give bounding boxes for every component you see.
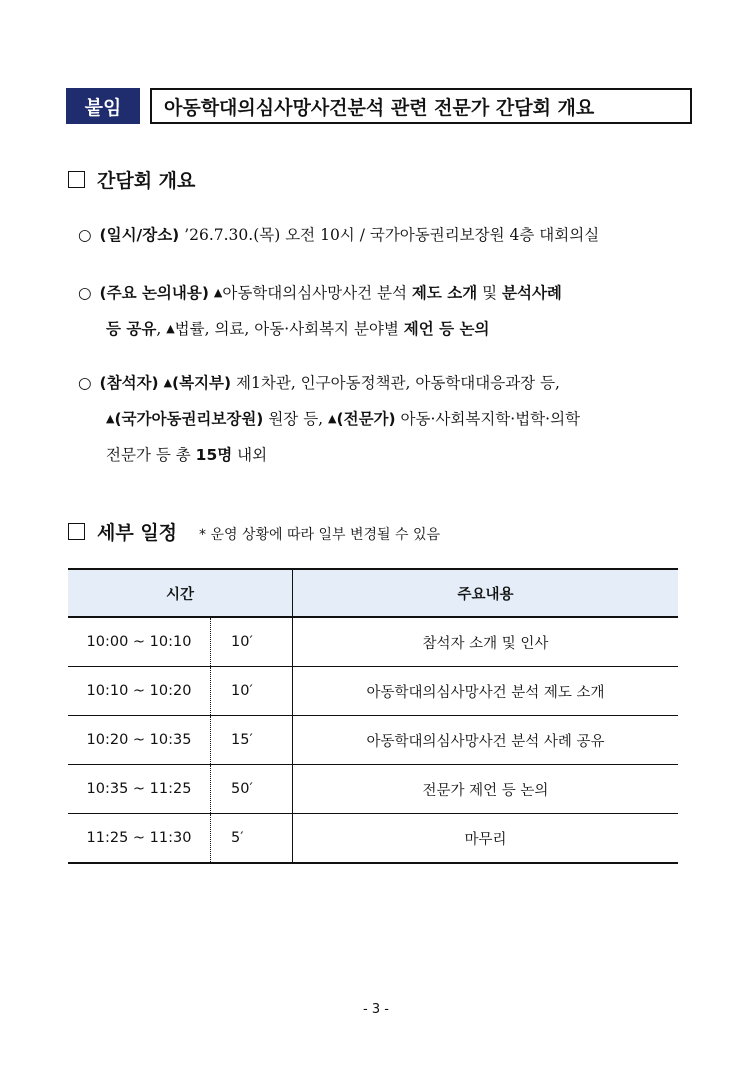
item-text: 아동학대의심사망사건 분석 [222, 284, 412, 302]
schedule-note: * 운영 상황에 따라 일부 변경될 수 있음 [199, 527, 441, 543]
time-cell: 11:25 ~ 11:30 [68, 814, 211, 864]
item-text: ’26.7.30.(목) 오전 10시 / 국가아동권리보장원 4층 대회의실 [179, 226, 600, 244]
overview-item-attendees [78, 366, 698, 473]
item-text: 아동·사회복지학·법학·의학 [395, 410, 581, 428]
duration-cell: 10′ [211, 667, 293, 716]
document-header [66, 88, 692, 124]
document-title: 아동학대의심사망사건분석 관련 전문가 간담회 개요 [150, 88, 692, 124]
section-overview-heading [68, 166, 195, 193]
time-cell: 10:00 ~ 10:10 [68, 617, 211, 667]
item-text: 내외 [232, 446, 268, 464]
table-row [68, 617, 678, 667]
attachment-badge: 붙임 [66, 88, 140, 124]
content-cell: 아동학대의심사망사건 분석 사례 공유 [293, 716, 679, 765]
section-title: 간담회 개요 [97, 170, 196, 192]
item-label: (일시/장소) [99, 226, 180, 244]
schedule-table [68, 568, 678, 864]
overview-item-datetime [78, 218, 698, 253]
duration-cell: 10′ [211, 617, 293, 667]
table-header-row [68, 569, 678, 617]
time-cell: 10:35 ~ 11:25 [68, 765, 211, 814]
page-number: - 3 - [363, 1002, 389, 1017]
item-continuation [78, 312, 698, 348]
triangle-bullet-icon: ▲ [166, 322, 175, 335]
triangle-bullet-icon: ▲ [163, 376, 173, 389]
duration-cell: 15′ [211, 716, 293, 765]
triangle-bullet-icon: ▲ [213, 286, 223, 299]
attendee-count: 15명 [195, 446, 233, 464]
item-continuation [78, 438, 698, 473]
content-cell: 전문가 제언 등 논의 [293, 765, 679, 814]
content-cell: 마무리 [293, 814, 679, 864]
table-row [68, 716, 678, 765]
overview-item-agenda [78, 276, 698, 348]
item-emphasis: 분석사례 [502, 284, 562, 302]
table-row [68, 667, 678, 716]
item-text: 원장 등, [263, 410, 329, 428]
checkbox-square-icon [68, 523, 85, 540]
circle-bullet-icon: ○ [78, 284, 92, 302]
group-label: (복지부) [172, 374, 232, 392]
item-text: 전문가 등 총 [106, 446, 196, 464]
checkbox-square-icon [68, 171, 85, 188]
section-title: 세부 일정 [97, 522, 178, 544]
duration-cell: 50′ [211, 765, 293, 814]
item-text: 법률, 의료, 아동·사회복지 분야별 [174, 320, 404, 338]
content-cell: 참석자 소개 및 인사 [293, 617, 679, 667]
item-text: 및 [477, 284, 502, 302]
time-cell: 10:20 ~ 10:35 [68, 716, 211, 765]
circle-bullet-icon: ○ [78, 226, 92, 244]
group-label: (국가아동권리보장원) [114, 410, 264, 428]
time-cell: 10:10 ~ 10:20 [68, 667, 211, 716]
item-label: (주요 논의내용) [99, 284, 209, 302]
item-emphasis: 등 공유 [106, 320, 157, 338]
triangle-bullet-icon: ▲ [328, 412, 337, 425]
content-cell: 아동학대의심사망사건 분석 제도 소개 [293, 667, 679, 716]
section-schedule-heading [68, 518, 440, 545]
circle-bullet-icon: ○ [78, 374, 92, 392]
item-text: 제1차관, 인구아동정책관, 아동학대대응과장 등, [231, 374, 560, 392]
column-header-content: 주요내용 [293, 569, 679, 617]
triangle-bullet-icon: ▲ [106, 412, 115, 425]
item-continuation [78, 402, 698, 438]
item-label: (참석자) [99, 374, 159, 392]
item-emphasis: 제도 소개 [411, 284, 478, 302]
duration-cell: 5′ [211, 814, 293, 864]
table-row [68, 814, 678, 864]
item-text: , [156, 320, 167, 338]
table-row [68, 765, 678, 814]
column-header-time: 시간 [68, 569, 293, 617]
group-label: (전문가) [336, 410, 396, 428]
item-emphasis: 제언 등 논의 [403, 320, 490, 338]
